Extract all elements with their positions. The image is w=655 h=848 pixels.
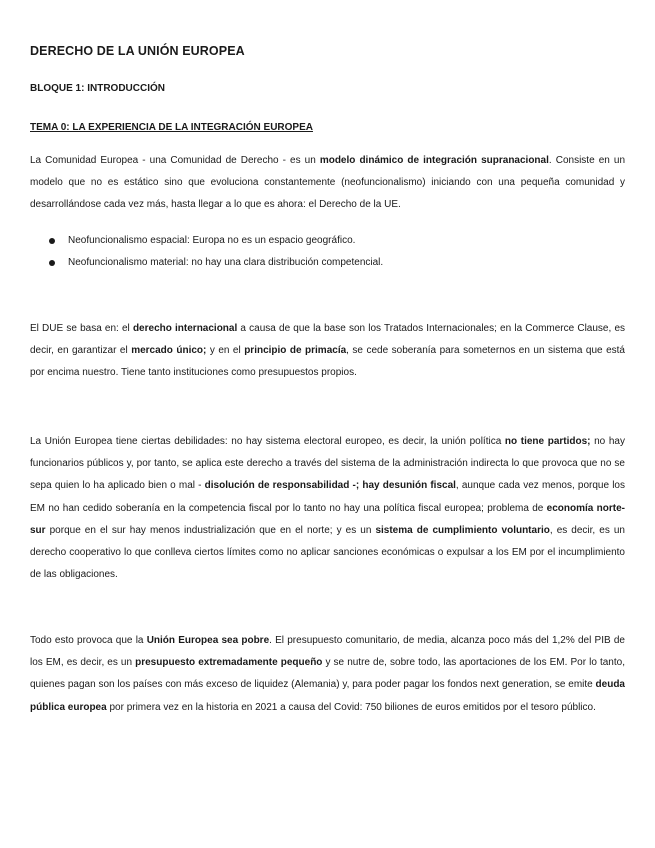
- text-run: , es decir, es un derecho cooperativo lo que conlleva ciertos límites como no aplicar sanciones económicas o expulsar a los EM por el incumplimiento de las obligaciones.: [30, 524, 625, 581]
- text-run: , aunque cada vez menos, porque los EM no han cedido soberanía en la competencia fiscal por lo tanto no hay una política fiscal europea; problema de: [30, 480, 625, 514]
- text-run: La Unión Europea tiene ciertas debilidades: no hay sistema electoral europeo, es decir, la unión política: [30, 436, 505, 447]
- text-run: . Consiste en un modelo que no es estático sino que evoluciona constantemente (neofuncionalismo) iniciando con una pequeña comunidad y desarrollándose cada vez más, hasta llegar a lo que es ahora: el Derecho de la UE.: [30, 155, 625, 211]
- paragraph-due-basis: [30, 318, 625, 385]
- paragraph-weaknesses: [30, 431, 625, 586]
- text-run: . El presupuesto comunitario, de media, alcanza poco más del 1,2% del PIB de los EM, es decir, es un: [30, 635, 625, 669]
- text-run: no hay funcionarios públicos y, por tanto, se aplica este derecho a través del sistema de la administración indirecta lo que provoca que no se sepa quien lo ha aplicado bien o mal -: [30, 436, 625, 492]
- bold-term: presupuesto extremadamente pequeño: [135, 657, 323, 669]
- text-run: porque en el sur hay menos industrialización que en el norte; y es un: [45, 524, 376, 536]
- list-item: [46, 252, 383, 274]
- theme-title: TEMA 0: LA EXPERIENCIA DE LA INTEGRACIÓN EUROPEA: [30, 122, 313, 133]
- bullet-list: [46, 230, 383, 274]
- list-item: [46, 230, 383, 252]
- list-item-text: Neofuncionalismo material: no hay una clara distribución competencial.: [68, 257, 384, 268]
- bullet-icon: [49, 260, 55, 266]
- text-run: La Comunidad Europea - una Comunidad de Derecho - es un: [30, 155, 320, 166]
- block-title: BLOQUE 1: INTRODUCCIÓN: [30, 83, 165, 94]
- list-item-text: Neofuncionalismo espacial: Europa no es un espacio geográfico.: [68, 235, 356, 246]
- bold-term: economía norte-sur: [30, 502, 625, 536]
- text-run: por primera vez en la historia en 2021 a causa del Covid: 750 biliones de euros emitidos por el tesoro público.: [106, 701, 596, 713]
- text-run: y en el: [206, 345, 245, 357]
- paragraph-community-of-law: [30, 150, 625, 217]
- bold-term: principio de primacía: [244, 345, 347, 357]
- bold-term: no tiene partidos;: [504, 436, 591, 447]
- text-run: y se nutre de, sobre todo, las aportaciones de los EM. Por lo tanto, quienes pagan son los países con más exceso de liquidez (Alemania) y, para poder pagar los fondos next generation, se emite: [30, 657, 625, 691]
- text-run: Todo esto provoca que la: [30, 635, 147, 646]
- document-title: DERECHO DE LA UNIÓN EUROPEA: [30, 44, 245, 58]
- bold-term: Unión Europea sea pobre: [146, 635, 270, 646]
- bold-term: disolución de responsabilidad -;: [204, 480, 360, 492]
- bold-term: sistema de cumplimiento voluntario: [375, 524, 550, 536]
- text-run: , se cede soberanía para someternos en un sistema que está por encima nuestro. Tiene tanto instituciones como presupuestos propios.: [30, 345, 625, 379]
- bold-term: mercado único;: [131, 345, 207, 357]
- bullet-icon: [49, 238, 55, 244]
- bold-term: modelo dinámico de integración supranacional: [319, 155, 549, 166]
- text-run: a causa de que la base son los Tratados Internacionales; en la Commerce Clause, es decir, en garantizar el: [30, 323, 625, 357]
- paragraph-budget: [30, 630, 625, 719]
- text-run: El DUE se basa en: el: [30, 323, 133, 334]
- bold-term: hay desunión fiscal: [362, 480, 456, 492]
- bold-term: derecho internacional: [132, 323, 238, 334]
- bold-term: deuda pública europea: [30, 679, 625, 713]
